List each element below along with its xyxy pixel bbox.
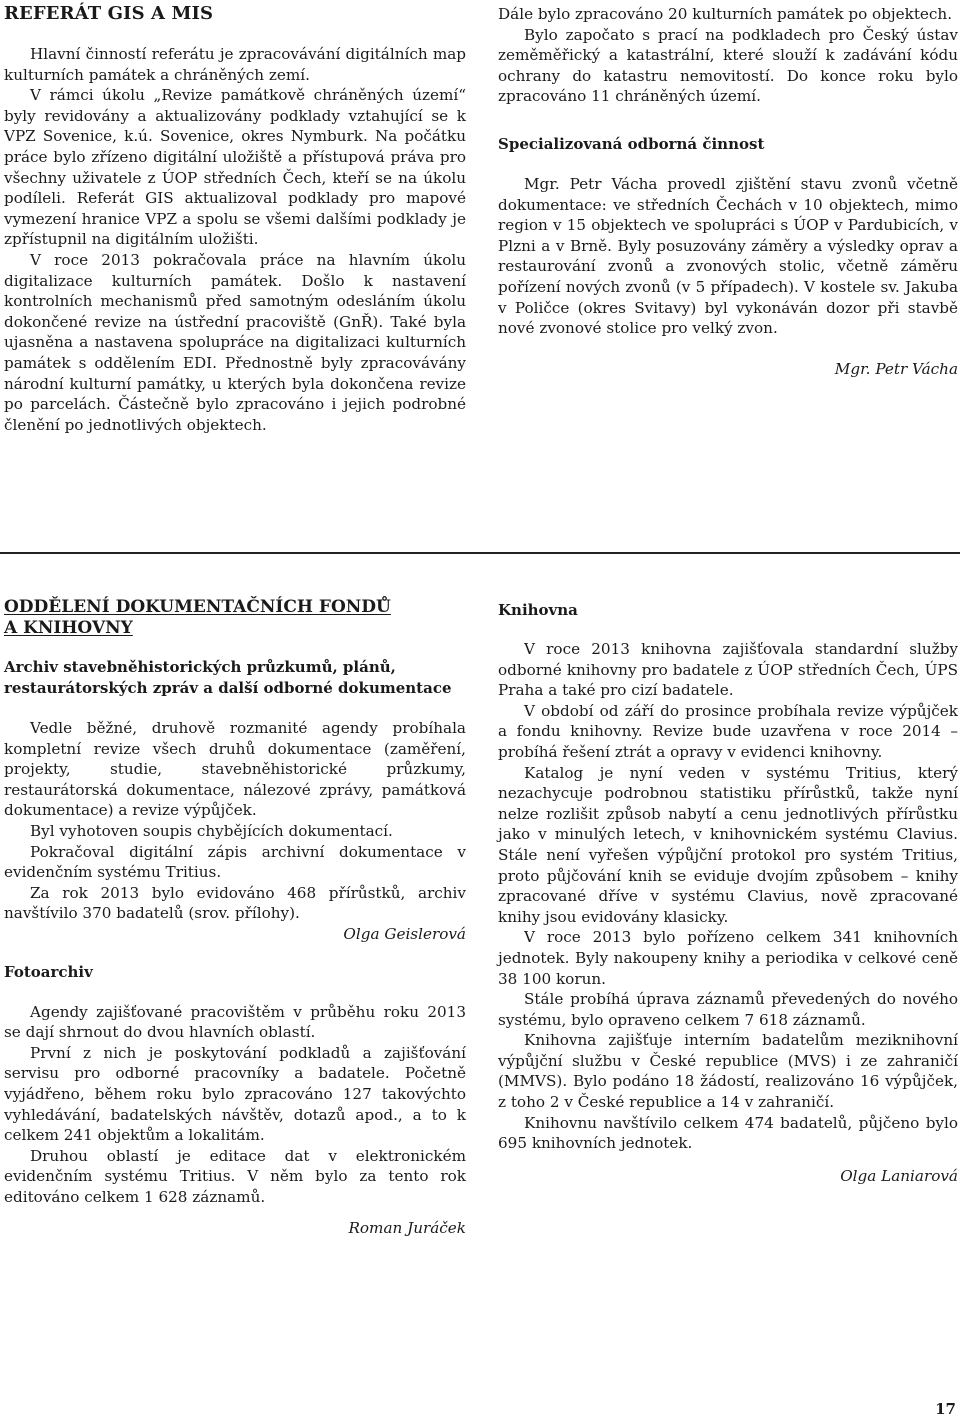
photo-paragraph: Agendy zajišťované pracovištěm v průběhu roku 2013 se dají shrnout do dvou hlavních oblastí. <box>4 1002 466 1042</box>
department-title: ODDĚLENÍ DOKUMENTAČNÍCH FONDŮ A KNIHOVNY <box>4 597 391 638</box>
gis-paragraph: Bylo započato s prací na podkladech pro Český ústav zeměměřický a katastrální, které slouží k zadávání kódu ochrany do katastru nemovitostí. Do konce roku bylo zpracováno 11 chráněných území. <box>498 25 958 106</box>
signature: Olga Geislerová <box>343 924 466 943</box>
signature: Roman Juráček <box>348 1219 466 1238</box>
specialized-section <box>498 4 958 379</box>
gis-section <box>4 3 466 435</box>
signature: Mgr. Petr Vácha <box>834 359 958 378</box>
library-paragraph: Katalog je nyní veden v systému Tritius, který nezachycuje podrobnou statistiku přírůstků, takže nyní nelze rozlišit způsob nabytí a cenu jednotlivých přírůstku jako v minulých letech, v knihovnickém systému Clavius. Stále není vyřešen výpůjční protokol pro systém Tritius, proto půjčování knih se eviduje dvojím způsobem – knihy zpracované dříve v systému Clavius, nově zpracované knihy jsou evidovány klasicky. <box>498 763 958 926</box>
signature: Olga Laniarová <box>840 1166 958 1185</box>
library-section <box>498 600 958 1186</box>
archive-paragraph: Za rok 2013 bylo evidováno 468 přírůstků, archiv navštívilo 370 badatelů (srov. přílohy). <box>4 883 466 923</box>
archive-paragraph: Vedle běžné, druhově rozmanité agendy probíhala kompletní revize všech druhů dokumentace (zaměření, projekty, studie, stavebněhistorické průzkumy, restaurátorská dokumentace, nálezové zprávy, památková dokumentace) a revize výpůjček. <box>4 719 466 820</box>
gis-paragraph-continued: Dále bylo zpracováno 20 kulturních památek po objektech. <box>498 5 953 23</box>
library-paragraph: V roce 2013 knihovna zajišťovala standardní služby odborné knihovny pro badatele z ÚOP středních Čech, ÚPS Praha a také pro cizí badatele. <box>498 640 958 700</box>
gis-paragraph: V roce 2013 pokračovala práce na hlavním úkolu digitalizace kulturních památek. Došlo k nastavení kontrolních mechanismů před samotným odesláním úkolu dokončené revize na ústřední pracoviště (GnŘ). Také byla ujasněna a nastavena spolupráce na digitalizaci kulturních památek s oddělením EDI. Přednostně byly zpracovávány národní kulturní památky, u kterých byla dokončena revize po parcelách. Částečně bylo zpracováno i jejich podrobné členění po jednotlivých objektech. <box>4 250 466 434</box>
library-subtitle: Knihovna <box>498 601 578 619</box>
gis-paragraph: V rámci úkolu „Revize památkově chráněných území“ byly revidovány a aktualizovány podklady vztahující se k VPZ Sovenice, k.ú. Sovenice, okres Nymburk. Na počátku práce bylo zřízeno digitální uložiště a přístupová práva pro všechny uživatele z ÚOP středních Čech, kteří se na úkolu podíleli. Referát GIS aktualizoval podklady pro mapové vymezení hranice VPZ a spolu se všemi dalšími podklady je zpřístupnil na digitálním uložišti. <box>4 86 466 249</box>
specialized-paragraph: Mgr. Petr Vácha provedl zjištění stavu zvonů včetně dokumentace: ve středních Čechách v 10 objektech, mimo region v 15 objektech ve spolupráci s ÚOP v Pardubicích, v Plzni a v Brně. Byly posuzovány záměry a výsledky oprav a restaurování zvonů a zvonových stolic, včetně záměru pořízení nových zvonů (v 5 případech). V kostele sv. Jakuba v Poličce (okres Svitavy) byl vykonáván dozor při stavbě nové zvonové stolice pro velký zvon. <box>498 174 958 338</box>
photo-archive-subtitle: Fotoarchiv <box>4 962 93 981</box>
specialized-subtitle: Specializovaná odborná činnost <box>498 134 765 153</box>
photo-paragraph: První z nich je poskytování podkladů a zajišťování servisu pro odborné pracovníky a badatele. Početně vyjádřeno, během roku bylo zpracováno 127 takovýchto vyhledávání, badatelských návštěv, dotazů apod., a to k celkem 241 objektům a lokalitám. <box>4 1043 466 1145</box>
gis-title: REFERÁT GIS A MIS <box>4 3 214 24</box>
library-paragraph: Knihovnu navštívilo celkem 474 badatelů, půjčeno bylo 695 knihovních jednotek. <box>498 1113 958 1153</box>
archive-paragraph: Byl vyhotoven soupis chybějících dokumentací. <box>30 821 393 840</box>
gis-paragraph: Hlavní činností referátu je zpracovávání digitálních map kulturních památek a chráněných zemí. <box>4 45 466 84</box>
photo-paragraph: Druhou oblastí je editace dat v elektronickém evidenčním systému Tritius. V něm bylo za tento rok editováno celkem 1 628 záznamů. <box>4 1146 466 1206</box>
section-divider <box>0 552 960 554</box>
page-number: 17 <box>935 1400 956 1418</box>
documents-section <box>4 597 466 1239</box>
library-paragraph: Knihovna zajišťuje interním badatelům meziknihovní výpůjční službu v České republice (MVS) i ze zahraničí (MMVS). Bylo podáno 18 žádostí, realizováno 16 výpůjček, z toho 2 v České republice a 14 v zahraničí. <box>498 1031 958 1112</box>
library-paragraph: Stále probíhá úprava záznamů převedených do nového systému, bylo opraveno celkem 7 618 záznamů. <box>498 990 958 1029</box>
library-paragraph: V období od září do prosince probíhala revize výpůjček a fondu knihovny. Revize bude uzavřena v roce 2014 – probíhá řešení ztrát a opravy v evidenci knihovny. <box>498 701 958 761</box>
library-paragraph: V roce 2013 bylo pořízeno celkem 341 knihovních jednotek. Byly nakoupeny knihy a periodika v celkové ceně 38 100 korun. <box>498 928 958 988</box>
archive-paragraph: Pokračoval digitální zápis archivní dokumentace v evidenčním systému Tritius. <box>4 842 466 882</box>
archive-subtitle: Archiv stavebněhistorických průzkumů, plánů, restaurátorských zpráv a další odborné dokumentace <box>4 658 452 697</box>
